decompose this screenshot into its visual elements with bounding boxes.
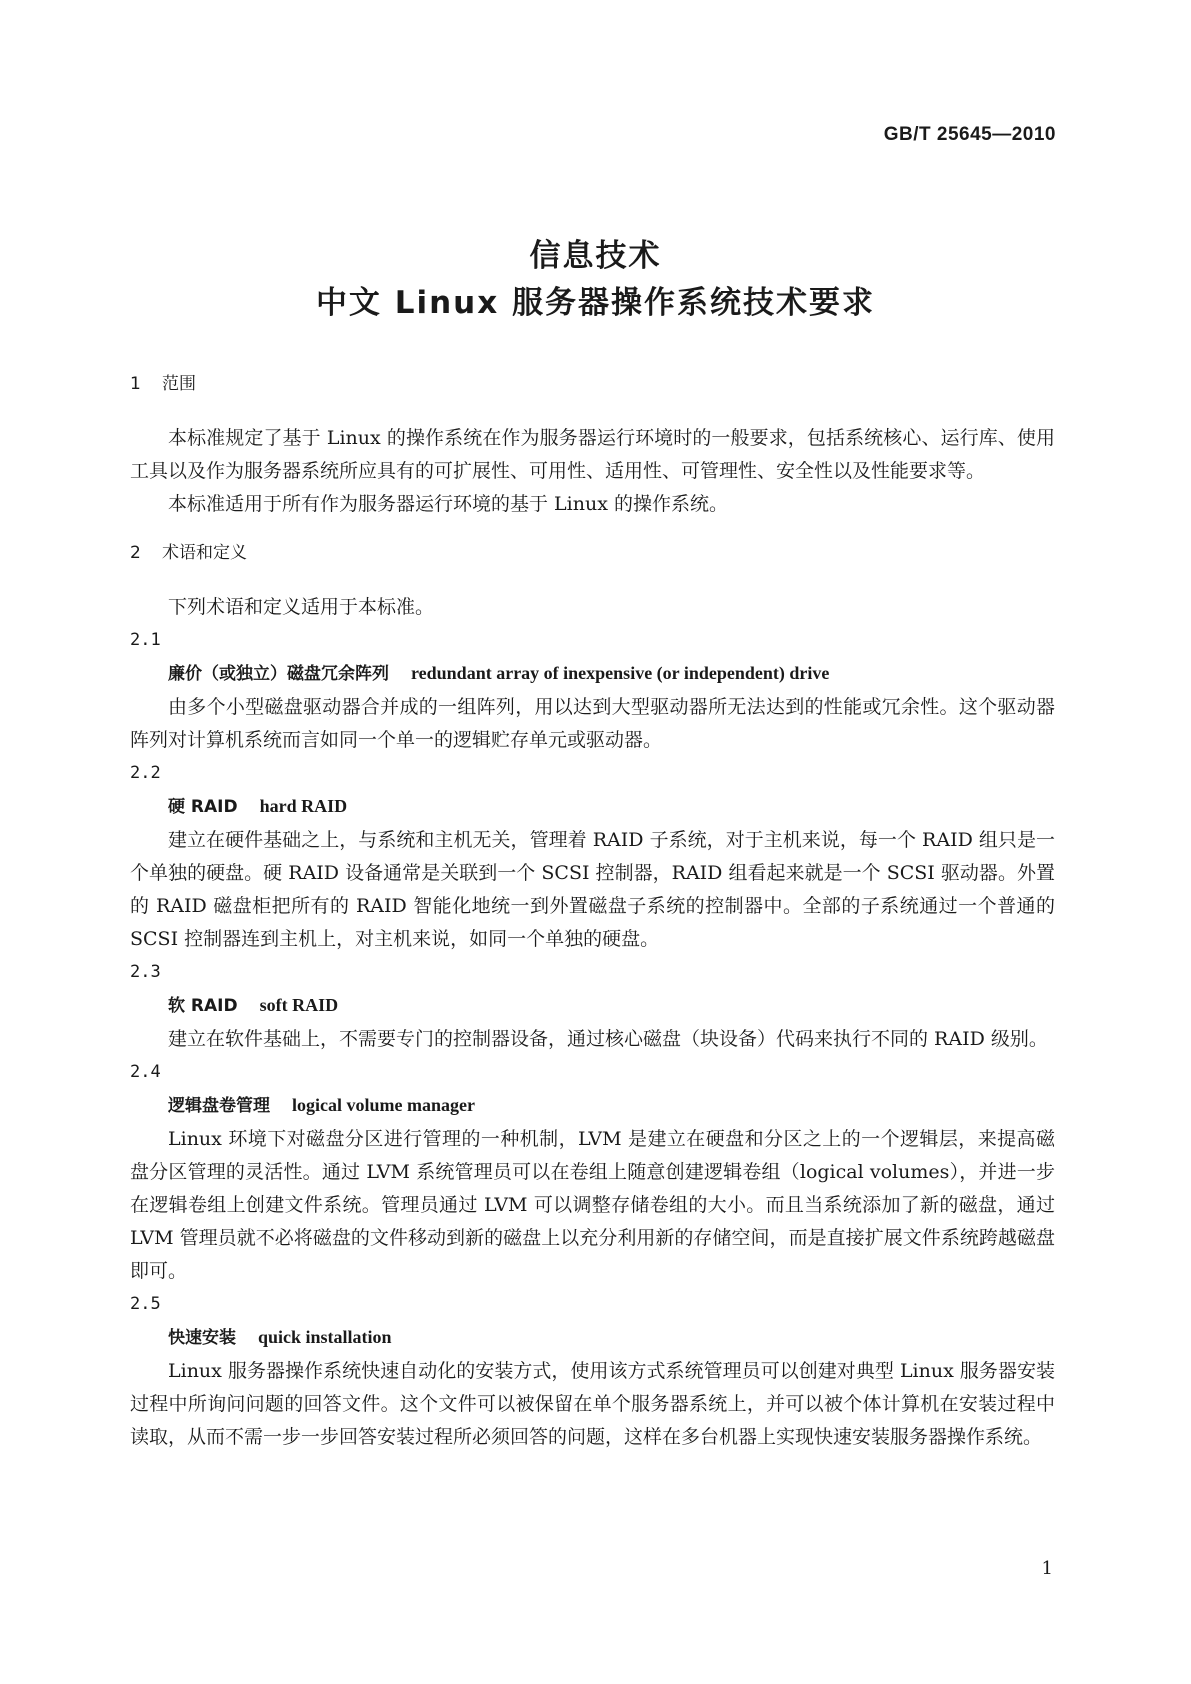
term-zh: 软 RAID bbox=[168, 996, 238, 1016]
term-heading bbox=[130, 790, 1055, 824]
standard-code: GB/T 25645—2010 bbox=[883, 124, 1056, 145]
section-number: 1 bbox=[130, 374, 141, 394]
term-zh: 硬 RAID bbox=[168, 797, 238, 817]
section-heading-terms bbox=[130, 541, 1055, 565]
term-en: quick installation bbox=[258, 1327, 392, 1347]
term-zh: 逻辑盘卷管理 bbox=[168, 1096, 270, 1116]
scope-paragraph-1: 本标准规定了基于 Linux 的操作系统在作为服务器运行环境时的一般要求，包括系统核心、运行库、使用工具以及作为服务器系统所应具有的可扩展性、可用性、适用性、可管理性、安全性以及性能要求等。 bbox=[130, 427, 1055, 482]
term-en: hard RAID bbox=[259, 796, 348, 816]
section-title: 范围 bbox=[162, 374, 196, 394]
term-number: 2.2 bbox=[130, 763, 161, 783]
term-zh: 廉价（或独立）磁盘冗余阵列 bbox=[168, 664, 389, 684]
page-number: 1 bbox=[1041, 1558, 1053, 1579]
document-title-line-2: 中文 Linux 服务器操作系统技术要求 bbox=[315, 285, 876, 321]
term-number: 2.4 bbox=[130, 1062, 161, 1082]
term-en: soft RAID bbox=[259, 995, 339, 1015]
term-en: logical volume manager bbox=[292, 1095, 475, 1115]
section-title: 术语和定义 bbox=[162, 543, 247, 563]
term-definition: 由多个小型磁盘驱动器合并成的一组阵列，用以达到大型驱动器所无法达到的性能或冗余性。这个驱动器阵列对计算机系统而言如同一个单一的逻辑贮存单元或驱动器。 bbox=[130, 696, 1055, 751]
terms-intro: 下列术语和定义适用于本标准。 bbox=[168, 596, 435, 618]
term-zh: 快速安装 bbox=[168, 1328, 236, 1348]
term-definition: Linux 服务器操作系统快速自动化的安装方式，使用该方式系统管理员可以创建对典型 Linux 服务器安装过程中所询问问题的回答文件。这个文件可以被保留在单个服务器系统上，并可以被个体计算机在安装过程中读取，从而不需一步一步回答安装过程所必须回答的问题，这样在多台机器上实现快速安装服务器操作系统。 bbox=[130, 1360, 1055, 1448]
scope-paragraph-2: 本标准适用于所有作为服务器运行环境的基于 Linux 的操作系统。 bbox=[168, 493, 728, 515]
section-number: 2 bbox=[130, 543, 141, 563]
term-heading bbox=[130, 657, 1055, 691]
term-number: 2.1 bbox=[130, 630, 161, 650]
term-definition: Linux 环境下对磁盘分区进行管理的一种机制，LVM 是建立在硬盘和分区之上的一个逻辑层，来提高磁盘分区管理的灵活性。通过 LVM 系统管理员可以在卷组上随意创建逻辑卷组（logical volumes），并进一步在逻辑卷组上创建文件系统。管理员通过 LVM 可以调整存储卷组的大小。而且当系统添加了新的磁盘，通过 LVM 管理员就不必将磁盘的文件移动到新的磁盘上以充分利用新的存储空间，而是直接扩展文件系统跨越磁盘即可。 bbox=[130, 1128, 1055, 1282]
term-definition: 建立在软件基础上，不需要专门的控制器设备，通过核心磁盘（块设备）代码来执行不同的 RAID 级别。 bbox=[168, 1028, 1048, 1050]
document-body bbox=[130, 372, 1055, 1454]
term-number: 2.3 bbox=[130, 962, 161, 982]
term-number: 2.5 bbox=[130, 1294, 161, 1314]
section-heading-scope bbox=[130, 372, 1055, 396]
term-heading bbox=[130, 1089, 1055, 1123]
term-heading bbox=[130, 1321, 1055, 1355]
term-definition: 建立在硬件基础之上，与系统和主机无关，管理着 RAID 子系统，对于主机来说，每一个 RAID 组只是一个单独的硬盘。硬 RAID 设备通常是关联到一个 SCSI 控制器，RAID 组看起来就是一个 SCSI 驱动器。外置的 RAID 磁盘柜把所有的 RAID 智能化地统一到外置磁盘子系统的控制器中。全部的子系统通过一个普通的 SCSI 控制器连到主机上，对主机来说，如同一个单独的硬盘。 bbox=[130, 829, 1055, 950]
term-en: redundant array of inexpensive (or independent) drive bbox=[411, 663, 830, 683]
document-title-line-1: 信息技术 bbox=[529, 238, 662, 274]
term-heading bbox=[130, 989, 1055, 1023]
